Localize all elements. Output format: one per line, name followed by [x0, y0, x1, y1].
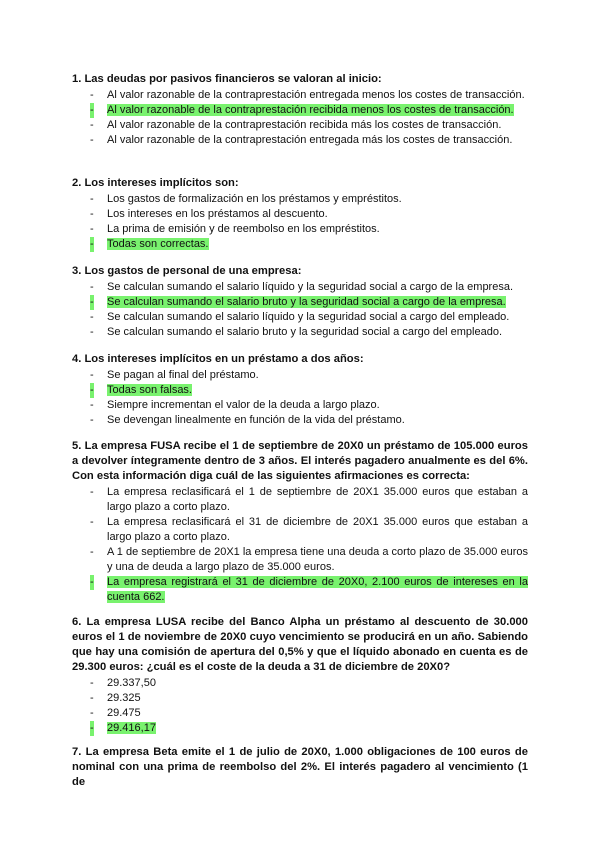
dash-bullet: - — [90, 576, 94, 588]
option-text: La prima de emisión y de reembolso en los empréstitos. — [107, 223, 380, 235]
dash-bullet: - — [90, 223, 94, 235]
dash-bullet: - — [90, 384, 94, 396]
dash-bullet: - — [90, 326, 94, 338]
option-item — [72, 88, 528, 103]
option-item — [72, 706, 528, 721]
question-4 — [72, 352, 528, 428]
option-text: 29.416,17 — [107, 722, 156, 734]
option-text: Se calculan sumando el salario bruto y la seguridad social a cargo de la empresa. — [107, 296, 506, 308]
option-text: La empresa registrará el 31 de diciembre de 20X0, 2.100 euros de intereses en la cuenta 662. — [107, 576, 528, 603]
question-2 — [72, 176, 528, 252]
question-title: 2. Los intereses implícitos son: — [72, 177, 239, 189]
option-text: Todas son falsas. — [107, 384, 192, 396]
option-item — [72, 398, 528, 413]
option-item — [72, 222, 528, 237]
dash-bullet: - — [90, 89, 94, 101]
option-text: Se devengan linealmente en función de la vida del préstamo. — [107, 414, 405, 426]
dash-bullet: - — [90, 281, 94, 293]
option-item — [72, 280, 528, 295]
option-list — [72, 280, 528, 340]
option-text: Se calculan sumando el salario líquido y la seguridad social a cargo de la empresa. — [107, 281, 514, 293]
question-title: 7. La empresa Beta emite el 1 de julio de 20X0, 1.000 obligaciones de 100 euros de nominal con una prima de reembolso del 2%. El interés pagadero al vencimiento (1 de — [72, 746, 528, 788]
option-item — [72, 676, 528, 691]
option-item — [72, 383, 528, 398]
option-item — [72, 691, 528, 706]
dash-bullet: - — [90, 516, 94, 528]
option-text: Se calculan sumando el salario líquido y la seguridad social a cargo del empleado. — [107, 311, 510, 323]
dash-bullet: - — [90, 692, 94, 704]
option-item — [72, 485, 528, 515]
option-text: Al valor razonable de la contraprestación recibida menos los costes de transacción. — [107, 104, 514, 116]
option-list — [72, 192, 528, 252]
option-text: Al valor razonable de la contraprestación entregada más los costes de transacción. — [107, 134, 513, 146]
option-item — [72, 192, 528, 207]
dash-bullet: - — [90, 369, 94, 381]
option-text: 29.325 — [107, 692, 141, 704]
question-1 — [72, 72, 528, 148]
option-item — [72, 721, 528, 736]
option-text: Los intereses en los préstamos al descuento. — [107, 208, 328, 220]
question-title: 4. Los intereses implícitos en un préstamo a dos años: — [72, 353, 364, 365]
option-text: Siempre incrementan el valor de la deuda a largo plazo. — [107, 399, 380, 411]
option-item — [72, 207, 528, 222]
dash-bullet: - — [90, 238, 94, 250]
option-list — [72, 88, 528, 148]
dash-bullet: - — [90, 311, 94, 323]
option-item — [72, 325, 528, 340]
dash-bullet: - — [90, 193, 94, 205]
dash-bullet: - — [90, 296, 94, 308]
dash-bullet: - — [90, 414, 94, 426]
option-list — [72, 368, 528, 428]
question-3 — [72, 264, 528, 340]
option-item — [72, 545, 528, 575]
dash-bullet: - — [90, 546, 94, 558]
dash-bullet: - — [90, 119, 94, 131]
question-title: 1. Las deudas por pasivos financieros se valoran al inicio: — [72, 73, 382, 85]
option-text: Los gastos de formalización en los préstamos y empréstitos. — [107, 193, 402, 205]
question-title: 3. Los gastos de personal de una empresa: — [72, 265, 302, 277]
option-text: La empresa reclasificará el 31 de diciembre de 20X1 35.000 euros que estaban a largo plazo a corto plazo. — [107, 516, 528, 543]
option-text: La empresa reclasificará el 1 de septiembre de 20X1 35.000 euros que estaban a largo plazo a corto plazo. — [107, 486, 528, 513]
question-title: 5. La empresa FUSA recibe el 1 de septiembre de 20X0 un préstamo de 105.000 euros a devolver íntegramente dentro de 3 años. El interés pagadero anualmente es del 6%. Con esta información diga cuál de las siguientes afirmaciones es correcta: — [72, 440, 528, 482]
dash-bullet: - — [90, 134, 94, 146]
option-text: Al valor razonable de la contraprestación entregada menos los costes de transacción. — [107, 89, 525, 101]
dash-bullet: - — [90, 722, 94, 734]
option-text: Se calculan sumando el salario bruto y la seguridad social a cargo del empleado. — [107, 326, 503, 338]
option-item — [72, 413, 528, 428]
option-text: Todas son correctas. — [107, 238, 209, 250]
option-item — [72, 368, 528, 383]
question-5 — [72, 439, 528, 605]
dash-bullet: - — [90, 208, 94, 220]
dash-bullet: - — [90, 677, 94, 689]
question-6 — [72, 615, 528, 736]
dash-bullet: - — [90, 707, 94, 719]
option-item — [72, 103, 528, 118]
option-item — [72, 575, 528, 605]
option-item — [72, 118, 528, 133]
option-text: Se pagan al final del préstamo. — [107, 369, 259, 381]
question-title: 6. La empresa LUSA recibe del Banco Alpha un préstamo al descuento de 30.000 euros el 1 de noviembre de 20X0 cuyo vencimiento se producirá en un año. Sabiendo que hay una comisión de apertura del 0,5% y que el líquido abonado en cuenta es de 29.300 euros: ¿cuál es el coste de la deuda a 31 de diciembre de 20X0? — [72, 616, 528, 673]
dash-bullet: - — [90, 104, 94, 116]
option-text: Al valor razonable de la contraprestación recibida más los costes de transacción. — [107, 119, 502, 131]
dash-bullet: - — [90, 399, 94, 411]
option-list — [72, 676, 528, 736]
option-text: A 1 de septiembre de 20X1 la empresa tiene una deuda a corto plazo de 35.000 euros y una de deuda a largo plazo de 35.000 euros. — [107, 546, 528, 573]
option-list — [72, 485, 528, 605]
option-text: 29.337,50 — [107, 677, 156, 689]
option-item — [72, 515, 528, 545]
option-item — [72, 310, 528, 325]
question-7 — [72, 745, 528, 791]
dash-bullet: - — [90, 486, 94, 498]
option-item — [72, 295, 528, 310]
option-text: 29.475 — [107, 707, 141, 719]
option-item — [72, 133, 528, 148]
option-item — [72, 237, 528, 252]
